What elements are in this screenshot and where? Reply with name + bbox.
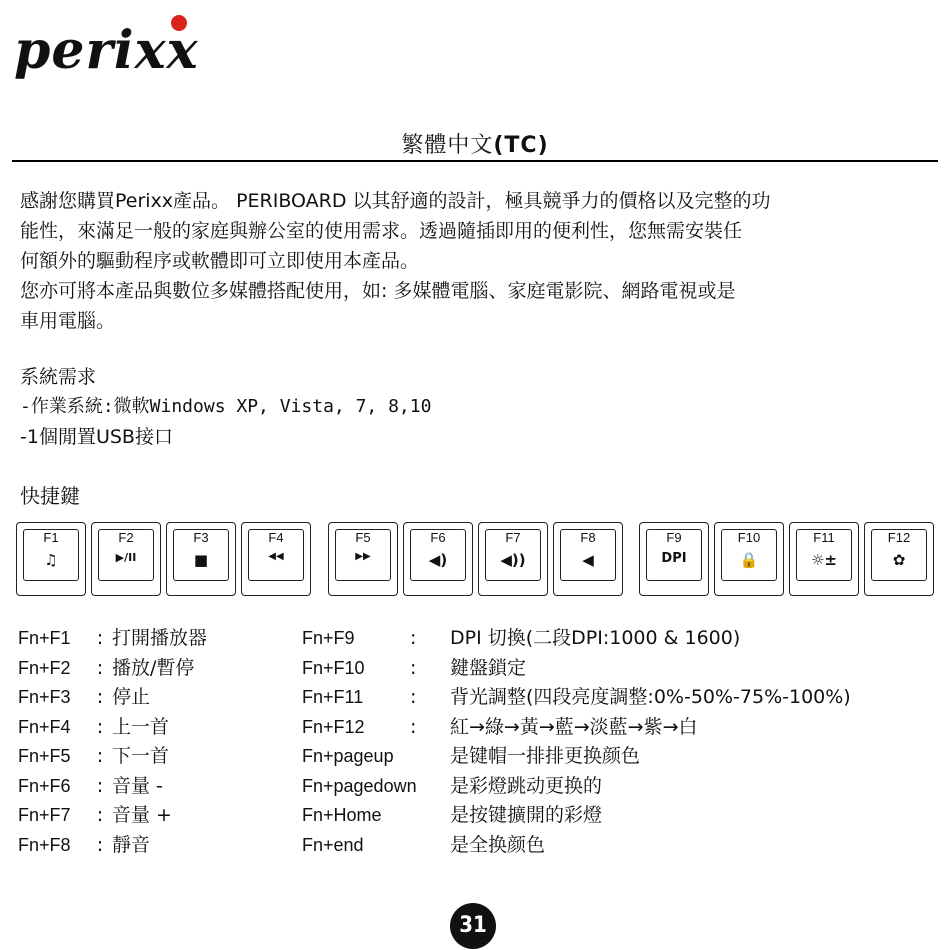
play-pause-icon: ▶/II <box>115 551 137 564</box>
gear-icon: ✿ <box>892 551 906 569</box>
shortcut-row <box>302 713 851 743</box>
shortcut-key: Fn+F12 <box>302 716 365 737</box>
requirements-os: -作業系統:微軟Windows XP, Vista, 7, 8,10 <box>20 396 432 417</box>
shortcut-key: Fn+F9 <box>302 628 355 648</box>
shortcut-separator: : <box>96 627 104 649</box>
shortcut-key: Fn+pageup <box>302 746 394 766</box>
stop-icon: ■ <box>193 551 209 569</box>
shortcut-key: Fn+F3 <box>18 687 71 707</box>
key-f4 <box>241 522 311 596</box>
shortcut-key: Fn+F10 <box>302 657 365 678</box>
shortcut-row <box>18 713 207 743</box>
shortcut-row <box>302 831 851 861</box>
music-note-icon: ♫ <box>44 551 58 569</box>
rewind-icon: ◀◀ <box>268 551 284 562</box>
shortcut-key: Fn+F7 <box>18 805 71 825</box>
volume-up-icon: ◀)) <box>500 551 526 569</box>
shortcut-description: 是全换颜色 <box>450 833 546 856</box>
shortcut-row <box>18 654 207 684</box>
shortcut-description: 下一首 <box>112 745 170 767</box>
shortcut-key: Fn+pagedown <box>302 775 417 796</box>
shortcut-description: 上一首 <box>112 715 170 738</box>
requirements-title: 系統需求 <box>20 366 97 388</box>
shortcut-key: Fn+F2 <box>18 657 71 678</box>
shortcut-description: 音量 + <box>112 804 172 826</box>
shortcut-row <box>18 742 207 772</box>
key-f6 <box>403 522 473 596</box>
shortcut-list-right <box>302 624 851 860</box>
shortcut-key: Fn+F5 <box>18 746 71 766</box>
shortcut-key: Fn+end <box>302 834 364 855</box>
shortcut-row <box>302 683 851 713</box>
shortcut-description: 紅→綠→黃→藍→淡藍→紫→白 <box>450 715 698 738</box>
shortcut-separator: : <box>96 745 104 767</box>
shortcut-key: Fn+F4 <box>18 716 71 737</box>
shortcut-description: 是彩燈跳动更换的 <box>450 774 603 797</box>
key-f12 <box>864 522 934 596</box>
shortcut-row <box>302 801 851 831</box>
shortcut-row <box>302 772 851 802</box>
key-label: F9 <box>666 530 682 545</box>
key-label: F6 <box>430 530 446 545</box>
intro-line: 感謝您購買Perixx產品。 PERIBOARD 以其舒適的設計，極具競爭力的價格以及完整的功 <box>20 190 771 212</box>
key-label: F7 <box>505 530 521 545</box>
key-f11 <box>789 522 859 596</box>
intro-text <box>20 186 935 336</box>
key-label: F5 <box>355 530 371 545</box>
shortcut-key: Fn+F8 <box>18 834 71 855</box>
key-f9 <box>639 522 709 596</box>
shortcut-row <box>18 801 207 831</box>
key-label: F2 <box>118 530 134 545</box>
shortcut-list-left <box>18 624 207 860</box>
lock-icon: 🔒 <box>739 551 759 569</box>
page-number: 31 <box>450 903 496 949</box>
key-label: F12 <box>887 530 911 545</box>
shortcut-description: 停止 <box>112 686 151 708</box>
mute-icon: ◀ <box>582 551 594 569</box>
shortcut-description: 背光調整(四段亮度調整:0%-50%-75%-100%) <box>450 686 851 708</box>
key-f1 <box>16 522 86 596</box>
shortcut-row <box>302 654 851 684</box>
key-f2 <box>91 522 161 596</box>
shortcut-separator: : <box>410 686 417 708</box>
intro-line: 何額外的驅動程序或軟體即可立即使用本產品。 <box>20 250 420 272</box>
requirements-usb: -1個閒置USB接口 <box>20 426 173 448</box>
shortcut-separator: : <box>96 804 104 826</box>
shortcut-separator: : <box>410 656 417 679</box>
shortcuts-title: 快捷鍵 <box>20 484 80 508</box>
key-f10 <box>714 522 784 596</box>
intro-line: 能性，來滿足一般的家庭與辦公室的使用需求。透過隨插即用的便利性，您無需安裝任 <box>20 220 743 242</box>
svg-text:perixx: perixx <box>14 20 199 81</box>
shortcut-description: 音量 - <box>112 774 163 797</box>
shortcut-row <box>18 683 207 713</box>
key-f8 <box>553 522 623 596</box>
volume-down-icon: ◀) <box>428 551 448 569</box>
key-label: F3 <box>193 530 209 545</box>
function-key-row <box>12 522 938 598</box>
shortcut-separator: : <box>410 627 417 649</box>
key-label: F11 <box>813 530 835 545</box>
section-title-code: (TC) <box>493 133 549 158</box>
shortcut-row <box>18 772 207 802</box>
key-f3 <box>166 522 236 596</box>
intro-line: 車用電腦。 <box>20 310 116 332</box>
shortcut-row <box>302 742 851 772</box>
shortcut-key: Fn+F1 <box>18 628 71 648</box>
brightness-icon: ☼± <box>810 551 837 569</box>
shortcut-description: DPI 切換(二段DPI:1000 & 1600) <box>450 627 741 649</box>
shortcut-row <box>18 831 207 861</box>
perixx-logo <box>12 6 272 86</box>
fast-forward-icon: ▶▶ <box>355 551 371 562</box>
shortcut-row <box>18 624 207 654</box>
shortcut-row <box>302 624 851 654</box>
shortcut-separator: : <box>96 656 104 679</box>
shortcut-key: Fn+F11 <box>302 687 364 707</box>
key-label: F4 <box>268 530 284 545</box>
key-label: F10 <box>737 530 761 545</box>
shortcut-separator: : <box>96 774 104 797</box>
shortcut-description: 是按键擴開的彩燈 <box>450 804 603 826</box>
shortcut-description: 打開播放器 <box>112 627 208 649</box>
section-title <box>0 128 950 159</box>
shortcut-description: 播放/暫停 <box>112 656 195 679</box>
system-requirements <box>20 362 431 452</box>
shortcut-separator: : <box>410 715 417 738</box>
key-f7 <box>478 522 548 596</box>
shortcut-description: 靜音 <box>112 833 151 856</box>
dpi-icon: DPI <box>661 551 687 566</box>
shortcut-separator: : <box>96 833 104 856</box>
shortcut-description: 鍵盤鎖定 <box>450 656 527 679</box>
shortcut-key: Fn+Home <box>302 805 382 825</box>
key-label: F1 <box>43 530 59 545</box>
key-f5 <box>328 522 398 596</box>
key-label: F8 <box>580 530 596 545</box>
shortcut-description: 是键帽一排排更换颜色 <box>450 745 641 767</box>
intro-line: 您亦可將本產品與數位多媒體搭配使用，如: 多媒體電腦、家庭電影院、網路電視或是 <box>20 280 736 302</box>
shortcut-separator: : <box>96 715 104 738</box>
section-title-text: 繁體中文 <box>401 133 494 158</box>
section-divider <box>12 160 938 162</box>
shortcut-separator: : <box>96 686 104 708</box>
shortcut-key: Fn+F6 <box>18 775 71 796</box>
